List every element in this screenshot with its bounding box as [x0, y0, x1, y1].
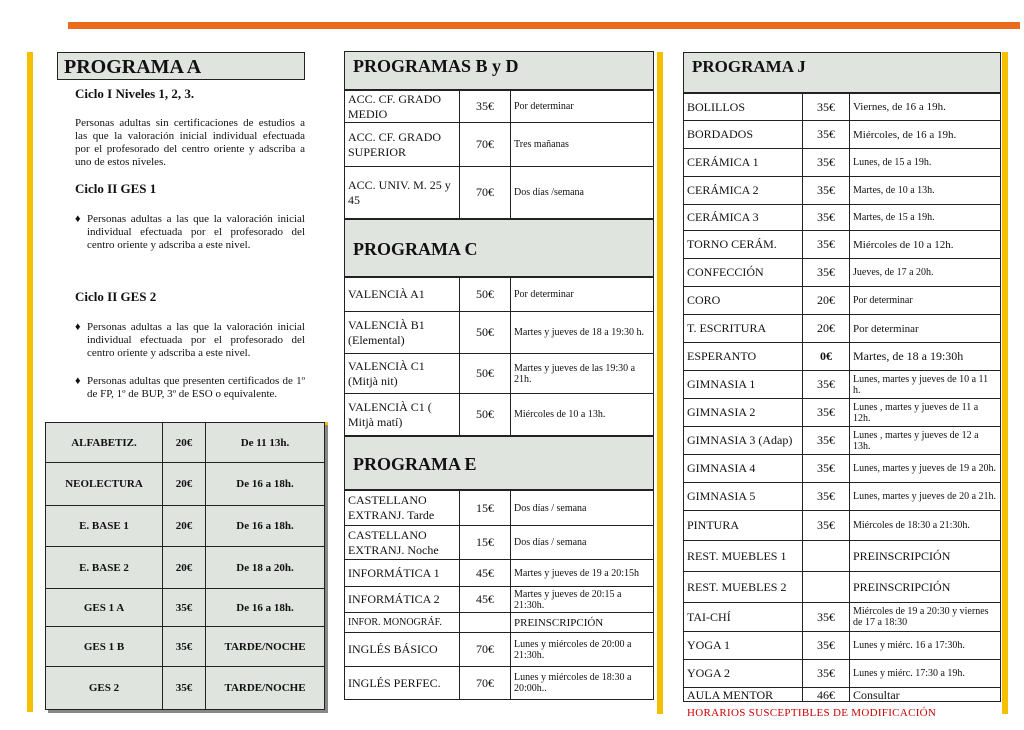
course-name: PINTURA — [684, 511, 803, 541]
course-name: REST. MUEBLES 1 — [684, 541, 803, 572]
course-schedule: Jueves, de 17 a 20h. — [850, 259, 1001, 287]
course-name: E. BASE 1 — [46, 506, 163, 547]
table-row — [345, 633, 654, 667]
programas-bcde-column — [344, 51, 654, 700]
course-price: 35€ — [803, 149, 850, 177]
course-name: CERÁMICA 3 — [684, 205, 803, 231]
course-name: ACC. CF. GRADO MEDIO — [345, 91, 460, 123]
course-name: BOLILLOS — [684, 94, 803, 121]
course-price: 35€ — [803, 231, 850, 259]
course-name: GIMNASIA 5 — [684, 483, 803, 511]
course-name: ESPERANTO — [684, 343, 803, 371]
table-row — [684, 149, 1001, 177]
course-schedule: Miércoles de 10 a 12h. — [850, 231, 1001, 259]
course-schedule: Viernes, de 16 a 19h. — [850, 94, 1001, 121]
course-price: 35€ — [803, 603, 850, 632]
programa-a-title: PROGRAMA A — [57, 52, 305, 80]
course-name: GIMNASIA 1 — [684, 371, 803, 399]
table-row — [345, 91, 654, 123]
table-row — [684, 315, 1001, 343]
ciclo2a-title: Ciclo II GES 1 — [75, 181, 157, 196]
table-row — [684, 427, 1001, 455]
course-name: GES 2 — [46, 667, 163, 710]
course-name: CERÁMICA 2 — [684, 177, 803, 205]
course-name: INGLÉS PERFEC. — [345, 667, 460, 700]
ciclo1-title: Ciclo I Niveles 1, 2, 3. — [75, 86, 195, 101]
course-price: 50€ — [460, 278, 511, 312]
course-schedule: Miércoles de 18:30 a 21:30h. — [850, 511, 1001, 541]
course-schedule: Martes y jueves de 20:15 a 21:30h. — [511, 587, 654, 613]
table-row — [684, 541, 1001, 572]
course-name: CASTELLANO EXTRANJ. Tarde — [345, 491, 460, 526]
table-row — [345, 526, 654, 560]
course-schedule: De 11 13h. — [206, 423, 325, 463]
course-schedule: De 16 a 18h. — [206, 506, 325, 547]
course-price: 20€ — [163, 463, 206, 506]
course-price: 50€ — [460, 312, 511, 354]
table-row — [345, 167, 654, 219]
course-schedule: Lunes , martes y jueves de 12 a 13h. — [850, 427, 1001, 455]
course-schedule: Dos días /semana — [511, 167, 654, 219]
course-name: GIMNASIA 4 — [684, 455, 803, 483]
course-name: YOGA 1 — [684, 632, 803, 660]
course-price: 35€ — [163, 589, 206, 627]
course-schedule: De 16 a 18h. — [206, 589, 325, 627]
table-row — [684, 603, 1001, 632]
course-price: 20€ — [803, 287, 850, 315]
course-name: YOGA 2 — [684, 660, 803, 688]
course-schedule: Miércoles, de 16 a 19h. — [850, 121, 1001, 149]
ciclo2a-bullet — [75, 213, 305, 252]
table-row — [46, 667, 325, 710]
course-schedule: PREINSCRIPCIÓN — [511, 613, 654, 633]
course-schedule: Por determinar — [850, 315, 1001, 343]
table-row — [345, 491, 654, 526]
programa-a-table — [45, 422, 325, 710]
table-row — [684, 572, 1001, 603]
course-name: GIMNASIA 2 — [684, 399, 803, 427]
table-row — [684, 688, 1001, 702]
course-schedule: Por determinar — [511, 91, 654, 123]
course-price: 15€ — [460, 491, 511, 526]
course-name: VALENCIÀ A1 — [345, 278, 460, 312]
programa-bd-table — [344, 90, 654, 219]
course-price: 35€ — [803, 399, 850, 427]
course-price: 35€ — [803, 483, 850, 511]
table-row — [345, 667, 654, 700]
course-schedule: TARDE/NOCHE — [206, 627, 325, 667]
table-row — [684, 371, 1001, 399]
course-schedule: Lunes, de 15 a 19h. — [850, 149, 1001, 177]
course-price: 35€ — [803, 205, 850, 231]
table-row — [345, 587, 654, 613]
course-schedule: De 18 a 20h. — [206, 547, 325, 589]
ciclo2b-bullet-2 — [75, 375, 305, 401]
course-schedule: Martes y jueves de 18 a 19:30 h. — [511, 312, 654, 354]
course-price: 20€ — [163, 506, 206, 547]
table-row — [345, 278, 654, 312]
course-price — [460, 613, 511, 633]
table-row — [46, 423, 325, 463]
course-schedule: Lunes, martes y jueves de 19 a 20h. — [850, 455, 1001, 483]
ciclo2b-bullet-1 — [75, 321, 305, 360]
course-name: ACC. UNIV. M. 25 y 45 — [345, 167, 460, 219]
course-name: CERÁMICA 1 — [684, 149, 803, 177]
course-schedule: Por determinar — [511, 278, 654, 312]
course-schedule: Miércoles de 10 a 13h. — [511, 394, 654, 436]
course-name: VALENCIÀ C1 ( Mitjà matí) — [345, 394, 460, 436]
table-row — [684, 455, 1001, 483]
course-schedule: Martes, de 18 a 19:30h — [850, 343, 1001, 371]
table-row — [684, 399, 1001, 427]
course-schedule: Lunes y miérc. 16 a 17:30h. — [850, 632, 1001, 660]
table-row — [684, 177, 1001, 205]
table-row — [684, 287, 1001, 315]
bullet-diamond-icon: ♦ — [75, 321, 81, 333]
left-yellow-bar — [27, 52, 33, 712]
course-name: INGLÉS BÁSICO — [345, 633, 460, 667]
course-schedule: Tres mañanas — [511, 123, 654, 167]
course-price: 35€ — [163, 627, 206, 667]
course-name: NEOLECTURA — [46, 463, 163, 506]
course-name: T. ESCRITURA — [684, 315, 803, 343]
course-price: 35€ — [803, 177, 850, 205]
course-price: 35€ — [460, 91, 511, 123]
table-row — [46, 463, 325, 506]
course-name: CORO — [684, 287, 803, 315]
ciclo1-text: Personas adultas sin certificaciones de estudios a las que la valoración inicial individual efectuada por el profesorado del centro oriente y adscriba a uno de estos niveles. — [75, 117, 305, 168]
table-row — [46, 589, 325, 627]
course-schedule: Lunes y miércoles de 20:00 a 21:30h. — [511, 633, 654, 667]
table-row — [46, 627, 325, 667]
table-row — [684, 231, 1001, 259]
course-schedule: Lunes , martes y jueves de 11 a 12h. — [850, 399, 1001, 427]
course-schedule: Lunes, martes y jueves de 20 a 21h. — [850, 483, 1001, 511]
top-orange-bar — [68, 22, 1020, 29]
course-schedule: PREINSCRIPCIÓN — [850, 541, 1001, 572]
course-schedule: Martes, de 10 a 13h. — [850, 177, 1001, 205]
course-schedule: Dos días / semana — [511, 491, 654, 526]
course-schedule: Martes, de 15 a 19h. — [850, 205, 1001, 231]
schedule-note: HORARIOS SUSCEPTIBLES DE MODIFICACIÓN — [687, 707, 937, 719]
bullet-diamond-icon: ♦ — [75, 375, 81, 387]
table-row — [345, 560, 654, 587]
course-price: 35€ — [803, 632, 850, 660]
course-price — [803, 572, 850, 603]
table-row — [684, 205, 1001, 231]
table-row — [345, 613, 654, 633]
course-price: 35€ — [803, 94, 850, 121]
table-row — [684, 632, 1001, 660]
course-name: E. BASE 2 — [46, 547, 163, 589]
course-name: INFORMÁTICA 2 — [345, 587, 460, 613]
course-name: BORDADOS — [684, 121, 803, 149]
table-row — [345, 123, 654, 167]
course-price: 35€ — [803, 371, 850, 399]
course-name: ACC. CF. GRADO SUPERIOR — [345, 123, 460, 167]
course-name: VALENCIÀ B1 (Elemental) — [345, 312, 460, 354]
course-price — [803, 541, 850, 572]
ciclo2a-bullet-text: Personas adultas a las que la valoración inicial individual efectuada por el profesorado del centro oriente y adscriba a este nivel. — [87, 213, 305, 251]
ciclo2b-bullet-1-text: Personas adultas a las que la valoración inicial individual efectuada por el profesorado del centro oriente y adscriba a este nivel. — [87, 321, 305, 359]
course-name: ALFABETIZ. — [46, 423, 163, 463]
table-row — [684, 94, 1001, 121]
course-schedule: Dos días / semana — [511, 526, 654, 560]
course-name: CONFECCIÓN — [684, 259, 803, 287]
course-price: 50€ — [460, 394, 511, 436]
programa-e-table — [344, 490, 654, 700]
course-price: 70€ — [460, 167, 511, 219]
course-name: INFORMÁTICA 1 — [345, 560, 460, 587]
course-name: GIMNASIA 3 (Adap) — [684, 427, 803, 455]
course-schedule: Lunes y miércoles de 18:30 a 20:00h.. — [511, 667, 654, 700]
programa-c-table — [344, 277, 654, 436]
course-schedule: Por determinar — [850, 287, 1001, 315]
ciclo2b-bullet-2-text: Personas adultas que presenten certificados de 1º de FP, 1º de BUP, 3º de ESO o equivalente. — [87, 375, 305, 400]
course-price: 15€ — [460, 526, 511, 560]
programa-bd-title: PROGRAMAS B y D — [344, 51, 654, 90]
table-row — [345, 312, 654, 354]
course-price: 20€ — [803, 315, 850, 343]
course-name: VALENCIÀ C1 (Mitjà nit) — [345, 354, 460, 394]
course-schedule: Consultar — [850, 688, 1001, 702]
course-schedule: TARDE/NOCHE — [206, 667, 325, 710]
course-schedule: De 16 a 18h. — [206, 463, 325, 506]
programa-e-title: PROGRAMA E — [344, 436, 654, 490]
course-name: GES 1 A — [46, 589, 163, 627]
table-row — [46, 506, 325, 547]
programa-j-table — [683, 93, 1001, 702]
course-price: 35€ — [803, 660, 850, 688]
course-name: AULA MENTOR — [684, 688, 803, 702]
ciclo2b-title: Ciclo II GES 2 — [75, 289, 157, 304]
course-schedule: Lunes, martes y jueves de 10 a 11 h. — [850, 371, 1001, 399]
course-schedule: Martes y jueves de las 19:30 a 21h. — [511, 354, 654, 394]
course-name: GES 1 B — [46, 627, 163, 667]
table-row — [684, 121, 1001, 149]
course-price: 20€ — [163, 423, 206, 463]
table-row — [345, 394, 654, 436]
table-row — [684, 511, 1001, 541]
course-price: 45€ — [460, 560, 511, 587]
table-row — [684, 660, 1001, 688]
course-schedule: Lunes y miérc. 17:30 a 19h. — [850, 660, 1001, 688]
table-row — [46, 547, 325, 589]
course-name: CASTELLANO EXTRANJ. Noche — [345, 526, 460, 560]
course-price: 70€ — [460, 633, 511, 667]
middle-yellow-bar-right — [657, 52, 663, 714]
course-price: 35€ — [803, 121, 850, 149]
table-row — [684, 483, 1001, 511]
course-name: TORNO CERÁM. — [684, 231, 803, 259]
course-price: 35€ — [803, 511, 850, 541]
course-price: 45€ — [460, 587, 511, 613]
bullet-diamond-icon: ♦ — [75, 213, 81, 225]
course-price: 35€ — [803, 455, 850, 483]
course-price: 20€ — [163, 547, 206, 589]
programa-j-title: PROGRAMA J — [683, 52, 1001, 93]
course-price: 70€ — [460, 667, 511, 700]
programa-c-title: PROGRAMA C — [344, 219, 654, 277]
course-price: 0€ — [803, 343, 850, 371]
table-row — [684, 343, 1001, 371]
right-yellow-bar — [1002, 52, 1008, 714]
course-schedule: PREINSCRIPCIÓN — [850, 572, 1001, 603]
course-price: 35€ — [163, 667, 206, 710]
course-schedule: Miércoles de 19 a 20:30 y viernes de 17 a 18:30 — [850, 603, 1001, 632]
table-row — [345, 354, 654, 394]
course-name: TAI-CHÍ — [684, 603, 803, 632]
course-name: REST. MUEBLES 2 — [684, 572, 803, 603]
course-schedule: Martes y jueves de 19 a 20:15h — [511, 560, 654, 587]
course-price: 35€ — [803, 259, 850, 287]
course-name: INFOR. MONOGRÁF. — [345, 613, 460, 633]
course-price: 70€ — [460, 123, 511, 167]
table-row — [684, 259, 1001, 287]
course-price: 50€ — [460, 354, 511, 394]
course-price: 46€ — [803, 688, 850, 702]
course-price: 35€ — [803, 427, 850, 455]
